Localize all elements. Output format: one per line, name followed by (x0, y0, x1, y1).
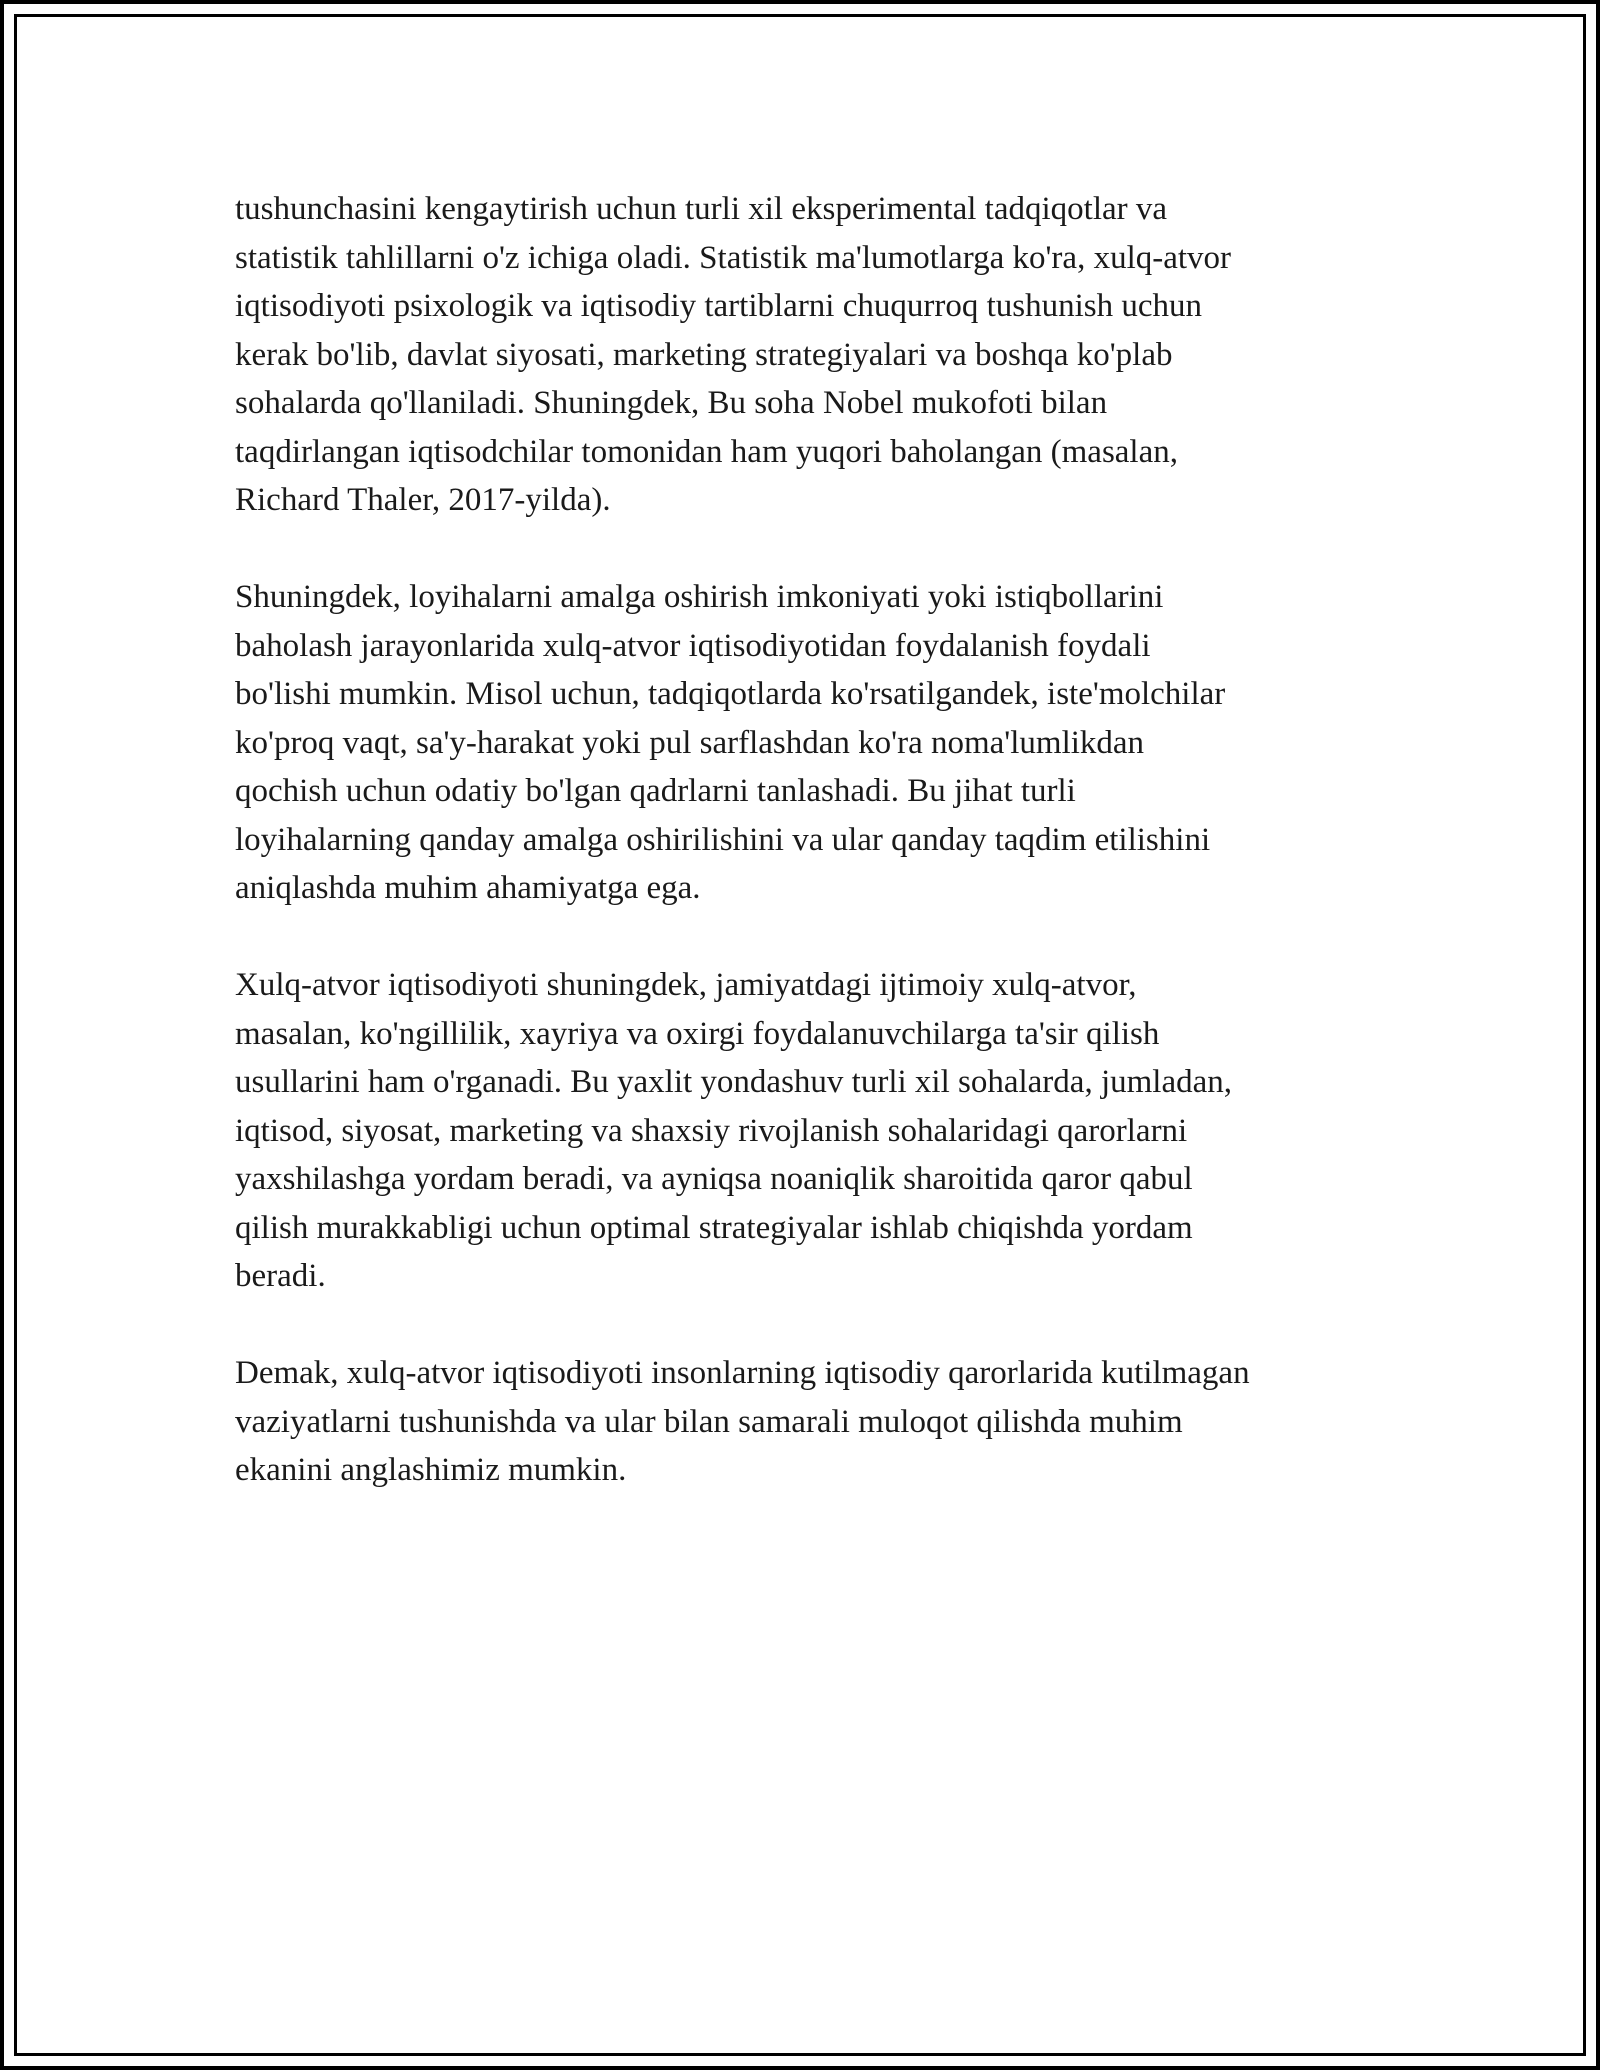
text-line: Xulq-atvor iqtisodiyoti shuningdek, jamiyatdagi ijtimoiy xulq-atvor, (235, 967, 1137, 1003)
text-line: Demak, xulq-atvor iqtisodiyoti insonlarning iqtisodiy qarorlarida kutilmagan (235, 1355, 1250, 1391)
text-line: kerak bo'lib, davlat siyosati, marketing strategiyalari va boshqa ko'plab (235, 336, 1173, 373)
text-line: baholash jarayonlarida xulq-atvor iqtisodiyotidan foydalanish foydali (235, 627, 1151, 664)
paragraph-1 (235, 185, 1385, 525)
document-body (235, 185, 1385, 1543)
text-line: yaxshilashga yordam beradi, va ayniqsa noaniqlik sharoitida qaror qabul (235, 1161, 1193, 1197)
text-line: qochish uchun odatiy bo'lgan qadrlarni tanlashadi. Bu jihat turli (235, 773, 1076, 809)
paragraph-3 (235, 961, 1385, 1301)
text-line: masalan, ko'ngillilik, xayriya va oxirgi foydalanuvchilarga ta'sir qilish (235, 1015, 1160, 1052)
text-line: ekanini anglashimiz mumkin. (235, 1452, 627, 1488)
text-line: usullarini ham o'rganadi. Bu yaxlit yondashuv turli xil sohalarda, jumladan, (235, 1064, 1232, 1100)
text-line: bo'lishi mumkin. Misol uchun, tadqiqotlarda ko'rsatilgandek, iste'molchilar (235, 676, 1226, 712)
text-line: statistik tahlillarni o'z ichiga oladi. Statistik ma'lumotlarga ko'ra, xulq-atvor (235, 239, 1232, 276)
text-line: Richard Thaler, 2017-yilda). (235, 482, 611, 518)
text-line: iqtisodiyoti psixologik va iqtisodiy tartiblarni chuqurroq tushunish uchun (235, 288, 1203, 324)
text-line: ko'proq vaqt, sa'y-harakat yoki pul sarflashdan ko'ra noma'lumlikdan (235, 724, 1145, 761)
text-line: sohalarda qo'llaniladi. Shuningdek, Bu soha Nobel mukofoti bilan (235, 385, 1108, 421)
text-line: tushunchasini kengaytirish uchun turli xil eksperimental tadqiqotlar va (235, 191, 1168, 227)
text-line: beradi. (235, 1258, 326, 1294)
text-line: vaziyatlarni tushunishda va ular bilan samarali muloqot qilishda muhim (235, 1403, 1183, 1440)
text-line: loyihalarning qanday amalga oshirilishini va ular qanday taqdim etilishini (235, 821, 1211, 858)
text-line: taqdirlangan iqtisodchilar tomonidan ham yuqori baholangan (masalan, (235, 433, 1178, 470)
text-line: aniqlashda muhim ahamiyatga ega. (235, 870, 701, 906)
paragraph-2 (235, 573, 1385, 913)
text-line: qilish murakkabligi uchun optimal strategiyalar ishlab chiqishda yordam (235, 1209, 1193, 1246)
paragraph-4 (235, 1349, 1385, 1495)
text-line: iqtisod, siyosat, marketing va shaxsiy rivojlanish sohalaridagi qarorlarni (235, 1112, 1188, 1149)
text-line: Shuningdek, loyihalarni amalga oshirish imkoniyati yoki istiqbollarini (235, 579, 1164, 615)
